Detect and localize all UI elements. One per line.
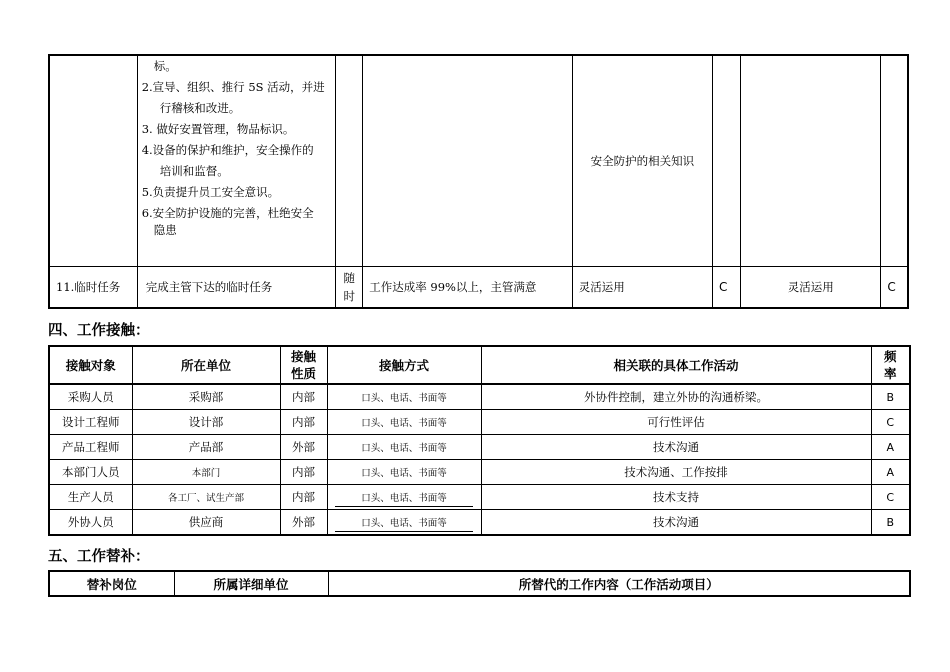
activity-cell: 技术支持	[481, 485, 871, 510]
frequency-cell: C	[871, 410, 910, 435]
table-row	[49, 510, 910, 536]
activity-cell: 可行性评估	[481, 410, 871, 435]
task-knowledge-level-cell: C	[713, 266, 741, 308]
header-frequency: 频率	[871, 346, 910, 384]
table-row	[49, 410, 910, 435]
task-skill-level-cell: C	[881, 266, 908, 308]
duty-line: 标。	[153, 59, 177, 73]
duty-line: 培训和监督。	[159, 164, 229, 178]
frequency-cell: C	[871, 485, 910, 510]
section5-title: 五、工作替补：	[48, 549, 150, 565]
frequency-cell-empty	[336, 55, 363, 266]
method-cell	[327, 485, 481, 510]
duty-line: 4.设备的保护和维护，安全操作的	[141, 143, 314, 157]
contact-object-cell: 产品工程师	[49, 435, 132, 460]
duties-table	[48, 54, 909, 309]
nature-cell: 外部	[280, 510, 327, 536]
duty-line: 隐患	[153, 223, 177, 237]
frequency-cell: B	[871, 384, 910, 410]
method-cell: 口头、电话、书面等	[327, 384, 481, 410]
task-skill-cell: 灵活运用	[741, 266, 881, 308]
section4-title: 四、工作接触：	[48, 323, 150, 339]
knowledge-cell: 安全防护的相关知识	[572, 55, 712, 266]
table-row	[49, 460, 910, 485]
duties-continued-row	[49, 55, 908, 266]
unit-cell: 采购部	[132, 384, 280, 410]
frequency-cell: A	[871, 460, 910, 485]
duty-line: 6.安全防护设施的完善，杜绝安全	[141, 206, 314, 220]
contact-table	[48, 345, 911, 536]
table-row	[49, 485, 910, 510]
skill-cell-empty	[741, 55, 881, 266]
task-standard-cell: 工作达成率 99%以上，主管满意	[363, 266, 572, 308]
task-name-cell: 11.临时任务	[49, 266, 137, 308]
nature-cell: 内部	[280, 384, 327, 410]
method-cell: 口头、电话、书面等	[327, 460, 481, 485]
frequency-cell: B	[871, 510, 910, 536]
nature-cell: 外部	[280, 435, 327, 460]
contact-object-cell: 外协人员	[49, 510, 132, 536]
header-related-activity: 相关联的具体工作活动	[481, 346, 871, 384]
frequency-cell: A	[871, 435, 910, 460]
duty-content-cell	[137, 55, 335, 266]
contact-table-header	[49, 346, 910, 384]
unit-cell: 供应商	[132, 510, 280, 536]
contact-object-cell: 生产人员	[49, 485, 132, 510]
header-substitute-content: 所替代的工作内容（工作活动项目）	[328, 571, 910, 596]
contact-object-cell: 设计工程师	[49, 410, 132, 435]
header-contact-method: 接触方式	[327, 346, 481, 384]
unit-cell: 各工厂、试生产部	[132, 485, 280, 510]
duty-line: 2.宣导、组织、推行 5S 活动，并进	[141, 80, 325, 94]
method-text: 口头、电话、书面等	[335, 493, 473, 507]
duty-line: 3. 做好安置管理，物品标识。	[141, 122, 295, 136]
method-cell	[327, 510, 481, 536]
header-substitute-position: 替补岗位	[49, 571, 174, 596]
header-contact-object: 接触对象	[49, 346, 132, 384]
contact-object-cell: 本部门人员	[49, 460, 132, 485]
standard-cell-empty	[363, 55, 572, 266]
knowledge-level-cell-empty	[713, 55, 741, 266]
task-knowledge-cell: 灵活运用	[572, 266, 712, 308]
temporary-task-row	[49, 266, 908, 308]
task-frequency-cell: 随时	[336, 266, 363, 308]
contact-object-cell: 采购人员	[49, 384, 132, 410]
skill-level-cell-empty	[881, 55, 908, 266]
nature-cell: 内部	[280, 410, 327, 435]
method-cell: 口头、电话、书面等	[327, 435, 481, 460]
activity-cell: 外协件控制，建立外协的沟通桥梁。	[481, 384, 871, 410]
header-contact-nature: 接触性质	[280, 346, 327, 384]
substitute-table-header	[49, 571, 910, 596]
method-text: 口头、电话、书面等	[335, 518, 473, 532]
unit-cell: 设计部	[132, 410, 280, 435]
activity-cell: 技术沟通	[481, 510, 871, 536]
task-content-cell: 完成主管下达的临时任务	[137, 266, 335, 308]
duty-line: 行稽核和改进。	[159, 101, 241, 115]
nature-cell: 内部	[280, 460, 327, 485]
table-row	[49, 384, 910, 410]
header-substitute-unit: 所属详细单位	[174, 571, 328, 596]
activity-cell: 技术沟通、工作按排	[481, 460, 871, 485]
task-name-cell-empty	[49, 55, 137, 266]
unit-cell: 本部门	[132, 460, 280, 485]
duty-line: 5.负责提升员工安全意识。	[141, 185, 280, 199]
method-cell: 口头、电话、书面等	[327, 410, 481, 435]
table-row	[49, 435, 910, 460]
nature-cell: 内部	[280, 485, 327, 510]
header-unit: 所在单位	[132, 346, 280, 384]
substitute-table	[48, 570, 911, 597]
unit-cell: 产品部	[132, 435, 280, 460]
activity-cell: 技术沟通	[481, 435, 871, 460]
